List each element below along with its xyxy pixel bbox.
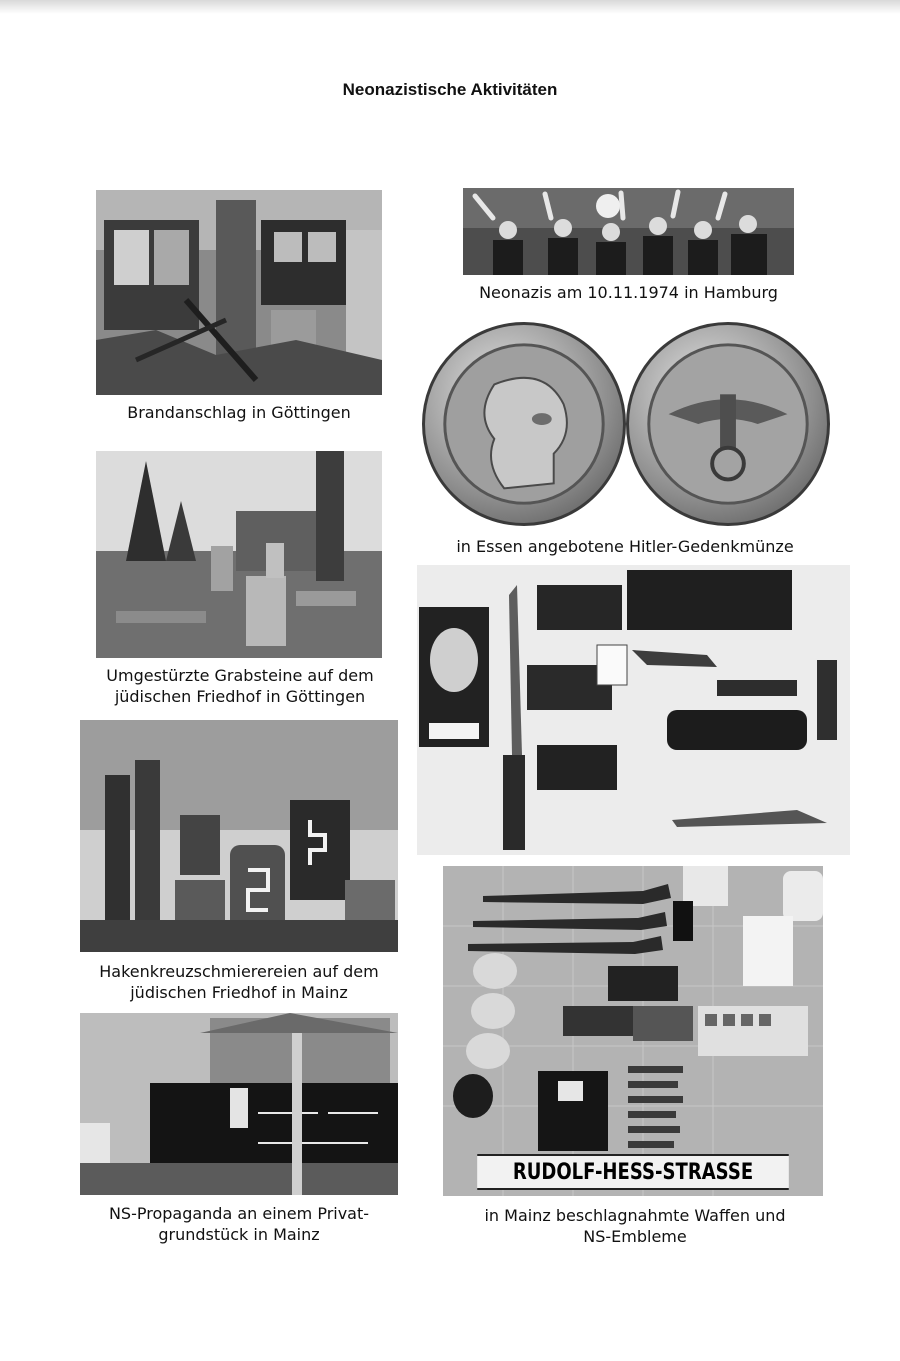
caption-line: jüdischen Friedhof in Göttingen [114, 687, 366, 706]
photo-brandanschlag [96, 190, 382, 395]
photo-waffen-mainz [443, 866, 823, 1196]
caption-line: NS-Propaganda an einem Privat- [108, 1204, 370, 1223]
caption-grabsteine-goettingen [90, 665, 390, 707]
caption-line: NS-Embleme [583, 1227, 687, 1246]
photo-ns-propaganda-mainz [80, 1013, 398, 1195]
page-top-edge [0, 0, 900, 14]
caption-ns-propaganda [76, 1203, 402, 1245]
caption-line: Hakenkreuzschmierereien auf dem [99, 962, 379, 981]
caption-line: Umgestürzte Grabsteine auf dem [106, 666, 374, 685]
photo-grabsteine-goettingen [96, 451, 382, 658]
photo-waffen-maske-dolch [417, 565, 850, 855]
page-title: Neonazistische Aktivitäten [342, 80, 558, 99]
caption-gedenkmuenze: in Essen angebotene Hitler-Gedenkmünze [456, 537, 794, 556]
photo-neonazis-hamburg [463, 188, 794, 275]
caption-brandanschlag: Brandanschlag in Göttingen [127, 403, 351, 422]
photo-hakenkreuz-friedhof-mainz [80, 720, 398, 952]
street-sign-rudolf-hess: RUDOLF-HESS-STRASSE [477, 1154, 789, 1190]
caption-line: in Mainz beschlagnahmte Waffen und [484, 1206, 786, 1225]
caption-hakenkreuz-mainz [76, 961, 402, 1003]
caption-line: jüdischen Friedhof in Mainz [130, 983, 348, 1002]
coin-hitler-portrait [422, 322, 626, 526]
caption-line: grundstück in Mainz [158, 1225, 320, 1244]
coin-eagle-reverse [626, 322, 830, 526]
caption-neonazis-hamburg: Neonazis am 10.11.1974 in Hamburg [479, 283, 778, 302]
caption-waffen-mainz [440, 1205, 830, 1247]
